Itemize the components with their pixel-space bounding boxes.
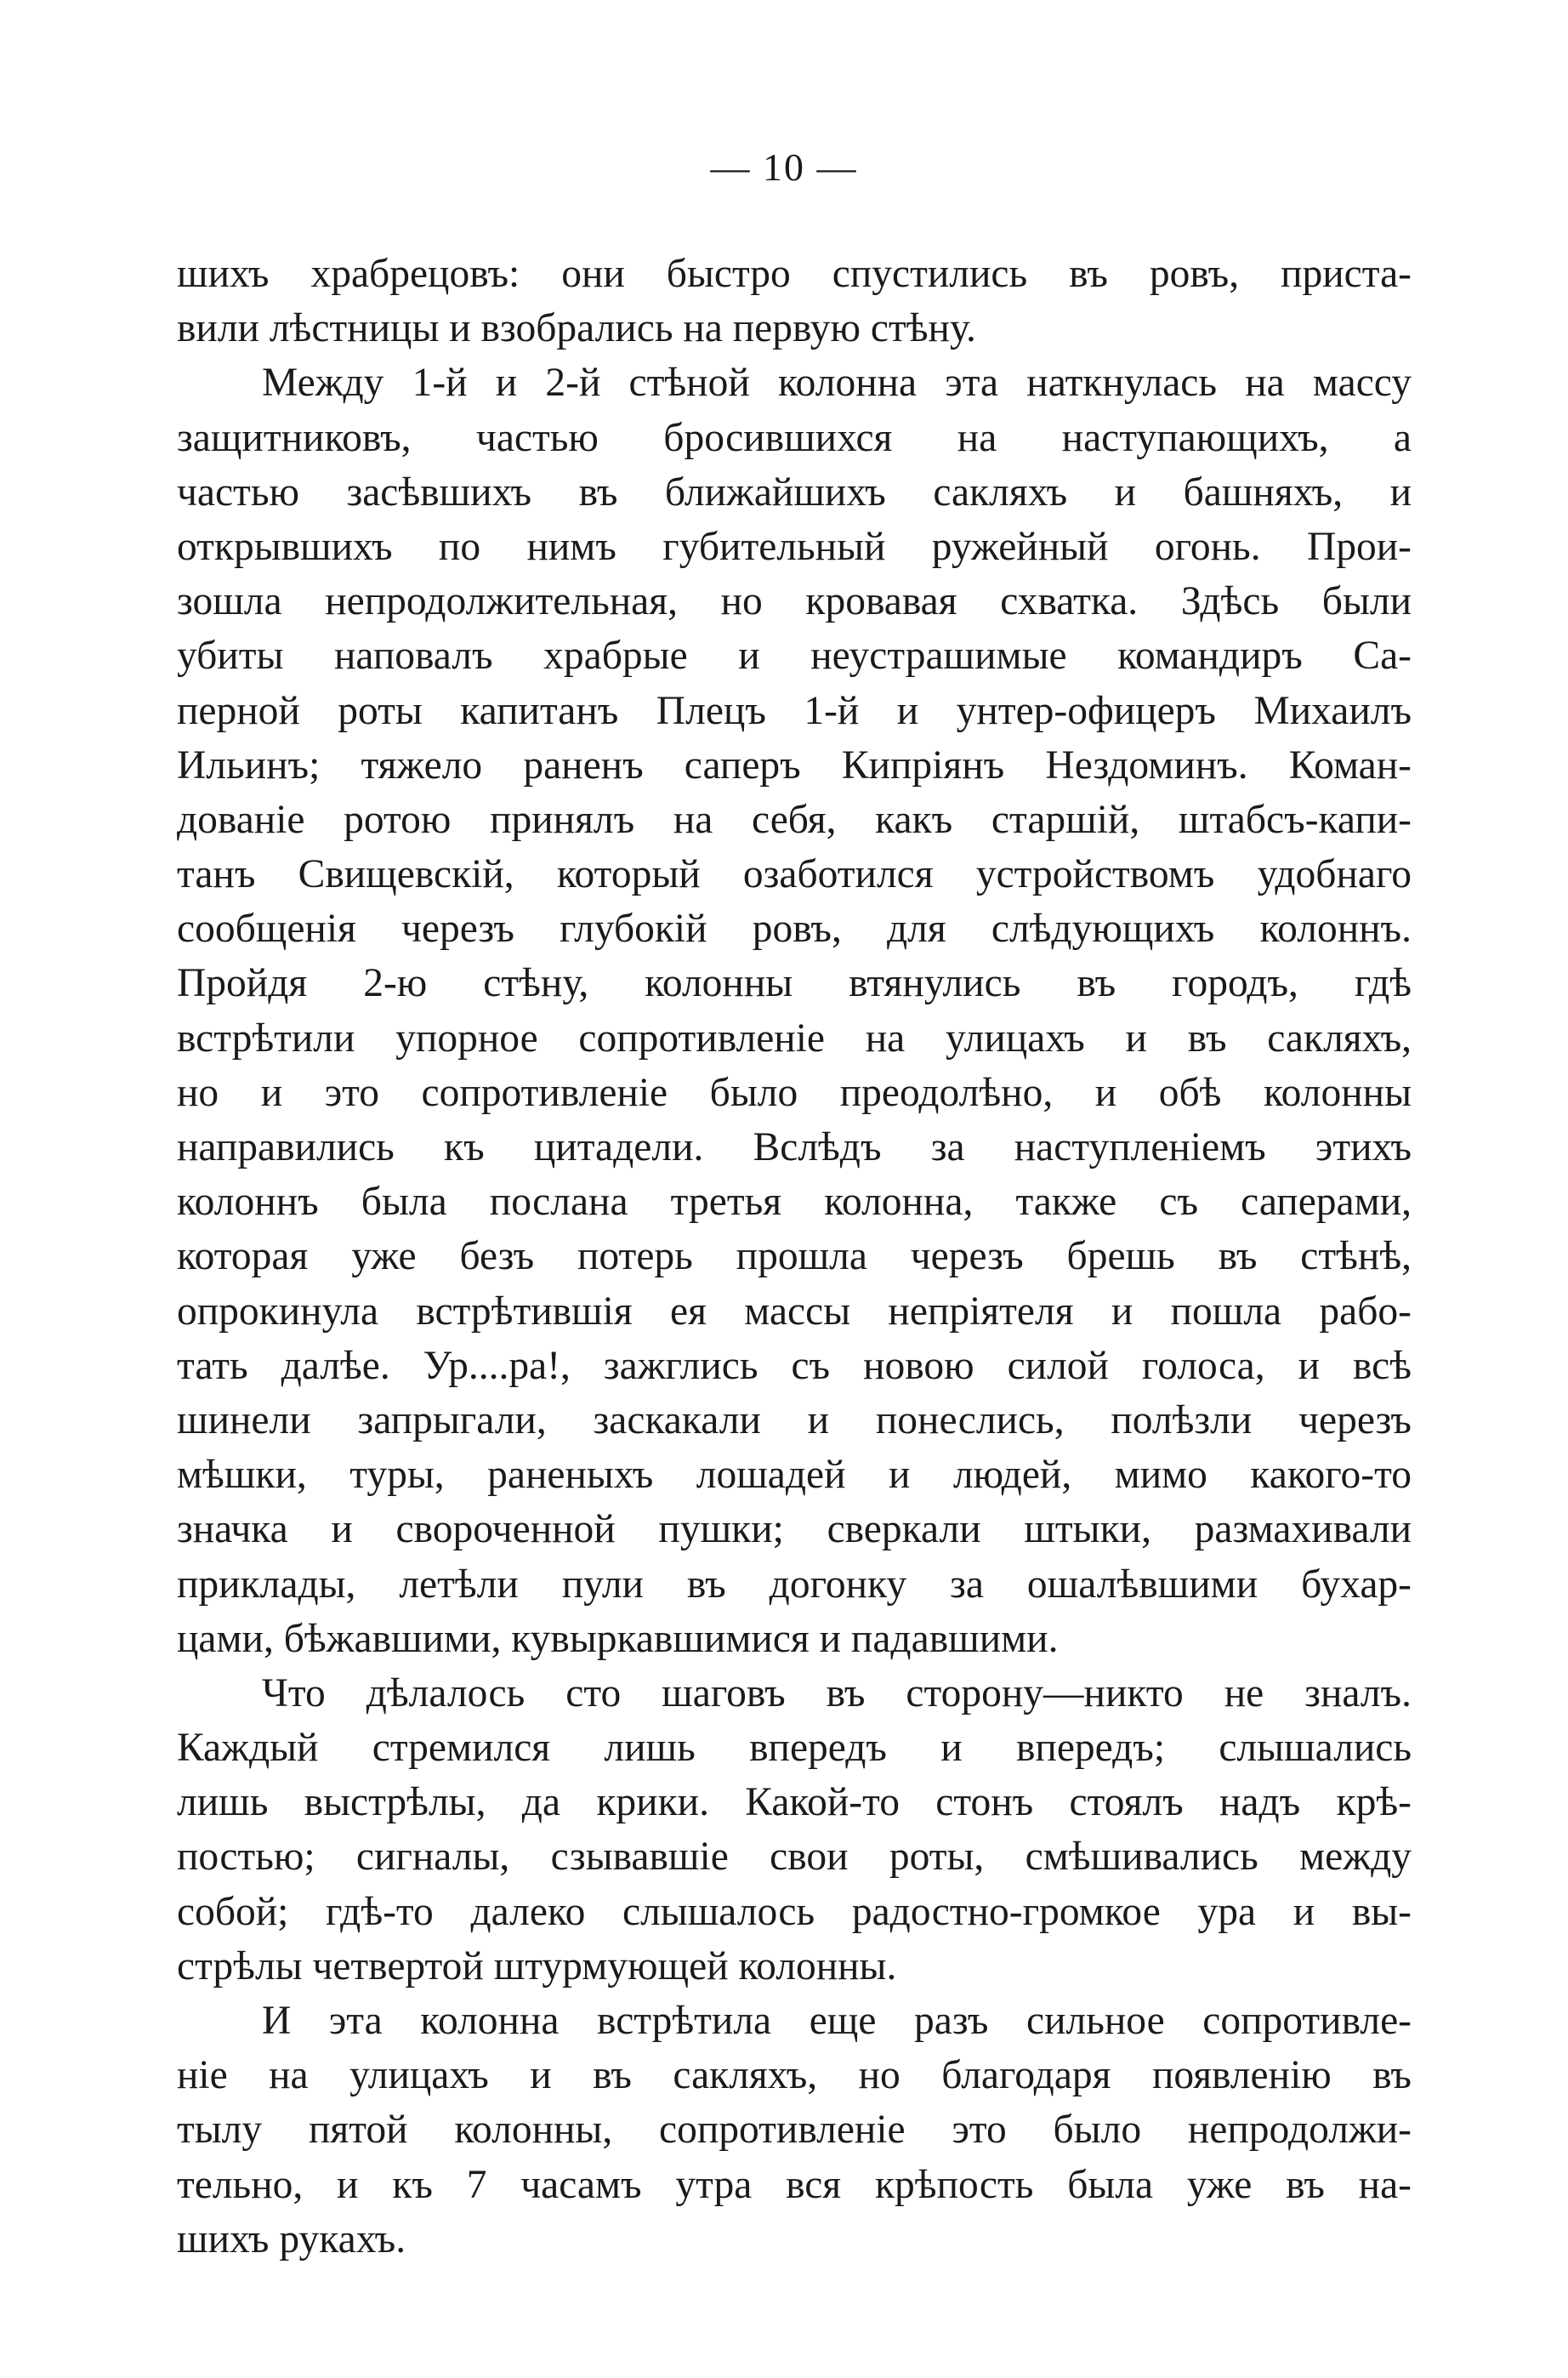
- text-line: Что дѣлалось сто шаговъ въ сторону—никто не зналъ.: [262, 1670, 1412, 1715]
- text-line: Ильинъ; тяжело раненъ саперъ Кипріянъ Нездоминъ. Коман-: [177, 742, 1412, 788]
- text-line: вили лѣстницы и взобрались на первую стѣну.: [177, 306, 976, 351]
- text-line: Пройдя 2-ю стѣну, колонны втянулись въ городъ, гдѣ: [177, 961, 1412, 1006]
- text-line: колоннъ была послана третья колонна, также съ саперами,: [177, 1180, 1412, 1225]
- text-line: открывшихъ по нимъ губительный ружейный огонь. Прои-: [177, 524, 1412, 569]
- text-line: но и это сопротивленіе было преодолѣно, и обѣ колонны: [177, 1070, 1412, 1115]
- text-line: танъ Свищевскій, который озаботился устройствомъ удобнаго: [177, 852, 1412, 897]
- text-line: Каждый стремился лишь впередъ и впередъ; слышались: [177, 1726, 1412, 1771]
- text-line: тельно, и къ 7 часамъ утра вся крѣпость была уже въ на-: [177, 2162, 1412, 2207]
- text-line: шинели запрыгали, заскакали и понеслись, полѣзли черезъ: [177, 1397, 1412, 1442]
- text-line: значка и свороченной пушки; сверкали штыки, размахивали: [177, 1507, 1412, 1552]
- text-line: стрѣлы четвертой штурмующей колонны.: [177, 1943, 897, 1988]
- text-line: частью засѣвшихъ въ ближайшихъ сакляхъ и башняхъ, и: [177, 469, 1412, 515]
- text-line: Между 1-й и 2-й стѣной колонна эта наткнулась на массу: [262, 361, 1412, 406]
- text-line: ніе на улицахъ и въ сакляхъ, но благодаря появленію въ: [177, 2053, 1412, 2098]
- text-line: дованіе ротою принялъ на себя, какъ старшій, штабсъ-капи-: [177, 797, 1412, 842]
- body-text: [177, 247, 1412, 2267]
- text-line: мѣшки, туры, раненыхъ лошадей и людей, мимо какого-то: [177, 1453, 1412, 1498]
- text-line: которая уже безъ потерь прошла черезъ брешь въ стѣнѣ,: [177, 1234, 1412, 1279]
- page-number: — 10 —: [710, 145, 858, 189]
- text-line: И эта колонна встрѣтила еще разъ сильное сопротивле-: [262, 1999, 1412, 2043]
- text-line: опрокинула встрѣтившія ея массы непріятеля и пошла рабо-: [177, 1289, 1412, 1334]
- text-line: убиты наповалъ храбрые и неустрашимые командиръ Са-: [177, 634, 1412, 679]
- text-line: приклады, летѣли пули въ догонку за ошалѣвшими бухар-: [177, 1562, 1412, 1607]
- text-line: защитниковъ, частью бросившихся на наступающихъ, а: [177, 415, 1412, 460]
- text-line: перной роты капитанъ Плецъ 1-й и унтер-офицеръ Михаилъ: [177, 688, 1412, 733]
- text-line: собой; гдѣ-то далеко слышалось радостно-громкое ура и вы-: [177, 1889, 1412, 1934]
- text-line: шихъ храбрецовъ: они быстро спустились въ ровъ, приста-: [177, 252, 1412, 296]
- text-line: сообщенія черезъ глубокій ровъ, для слѣдующихъ колоннъ.: [177, 907, 1412, 952]
- text-line: постью; сигналы, сзывавшіе свои роты, смѣшивались между: [177, 1835, 1412, 1880]
- text-line: встрѣтили упорное сопротивленіе на улицахъ и въ сакляхъ,: [177, 1015, 1412, 1061]
- text-line: направились къ цитадели. Вслѣдъ за наступленіемъ этихъ: [177, 1125, 1412, 1169]
- text-line: цами, бѣжавшими, кувыркавшимися и падавшими.: [177, 1616, 1059, 1661]
- text-line: шихъ рукахъ.: [177, 2216, 406, 2261]
- text-line: зошла непродолжительная, но кровавая схватка. Здѣсь были: [177, 579, 1412, 624]
- text-line: тать далѣе. Ур....ра!, зажглись съ новою силой голоса, и всѣ: [177, 1343, 1412, 1388]
- text-line: тылу пятой колонны, сопротивленіе это было непродолжи-: [177, 2108, 1412, 2153]
- text-line: лишь выстрѣлы, да крики. Какой-то стонъ стоялъ надъ крѣ-: [177, 1780, 1412, 1825]
